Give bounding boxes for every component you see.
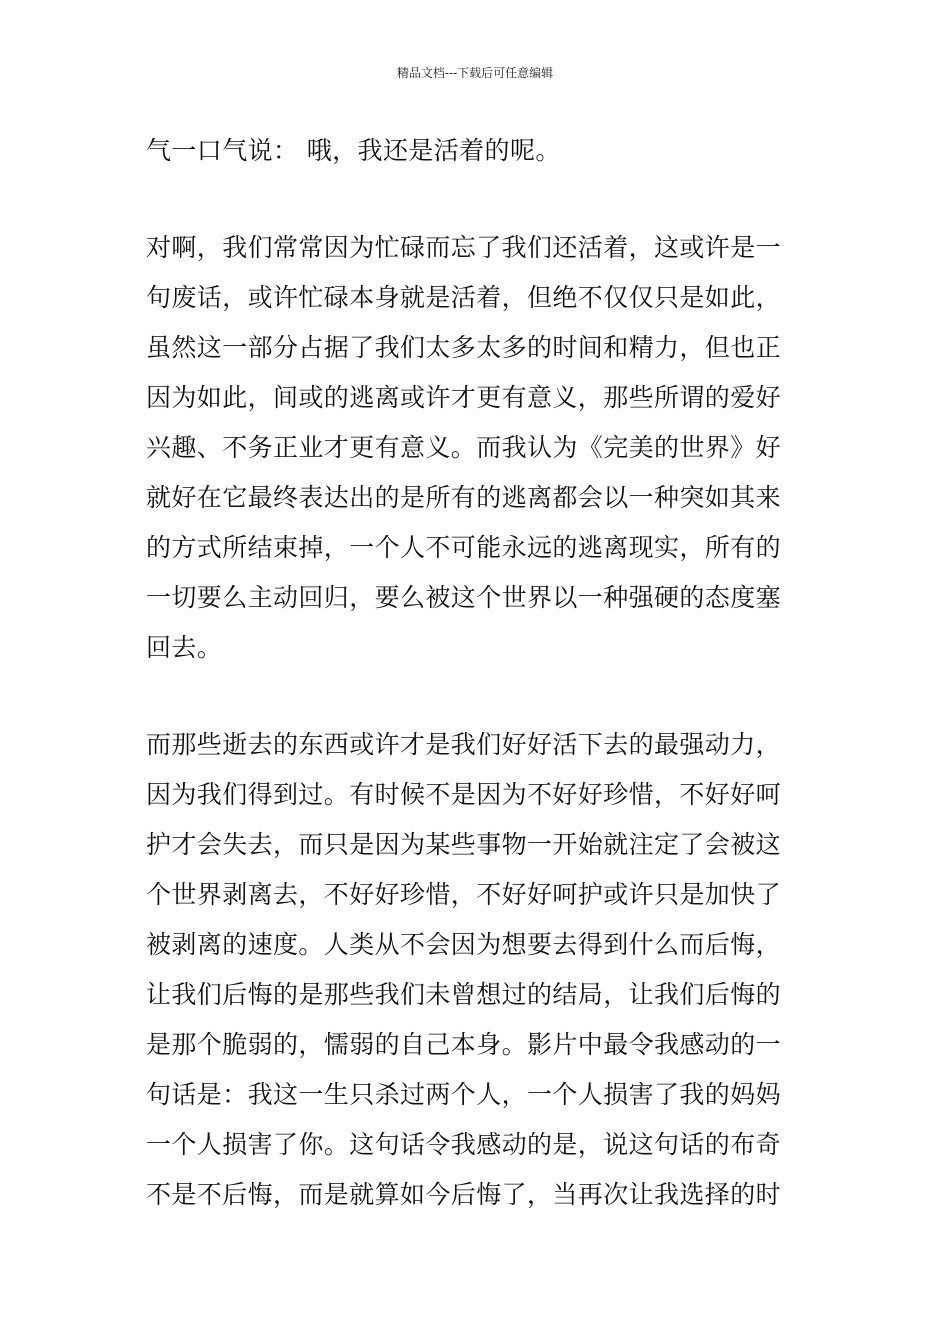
text-line: 就好在它最终表达出的是所有的逃离都会以一种突如其来 [146,483,782,512]
text-line: 气一口气说： 哦，我还是活着的呢。 [146,136,561,165]
text-line: 句话是：我这一生只杀过两个人，一个人损害了我的妈妈 [146,1080,782,1109]
text-line: 兴趣、不务正业才更有意义。而我认为《完美的世界》好 [146,433,782,462]
text-line: 因为如此，间或的逃离或许才更有意义，那些所谓的爱好 [146,383,782,412]
text-line: 不是不后悔，而是就算如今后悔了，当再次让我选择的时 [146,1180,782,1209]
text-line: 让我们后悔的是那些我们未曾想过的结局，让我们后悔的 [146,980,782,1009]
page-header: 精品文档---下载后可任意编辑 [396,66,554,80]
text-line: 个世界剥离去，不好好珍惜，不好好呵护或许只是加快了 [146,880,782,909]
text-line: 的方式所结束掉，一个人不可能永远的逃离现实，所有的 [146,533,782,562]
text-line: 被剥离的速度。人类从不会因为想要去得到什么而后悔， [146,930,782,959]
text-line: 一个人损害了你。这句话令我感动的是，说这句话的布奇 [146,1130,782,1159]
text-line: 回去。 [146,633,223,662]
text-line: 是那个脆弱的，懦弱的自己本身。影片中最令我感动的一 [146,1030,782,1059]
text-line: 对啊，我们常常因为忙碌而忘了我们还活着，这或许是一 [146,233,782,262]
text-line: 因为我们得到过。有时候不是因为不好好珍惜，不好好呵 [146,780,782,809]
text-line: 一切要么主动回归，要么被这个世界以一种强硬的态度塞 [146,583,782,612]
text-line: 护才会失去，而只是因为某些事物一开始就注定了会被这 [146,830,782,859]
text-line: 句废话，或许忙碌本身就是活着，但绝不仅仅只是如此， [146,283,782,312]
text-line: 而那些逝去的东西或许才是我们好好活下去的最强动力， [146,730,782,759]
text-line: 虽然这一部分占据了我们太多太多的时间和精力，但也正 [146,333,782,362]
